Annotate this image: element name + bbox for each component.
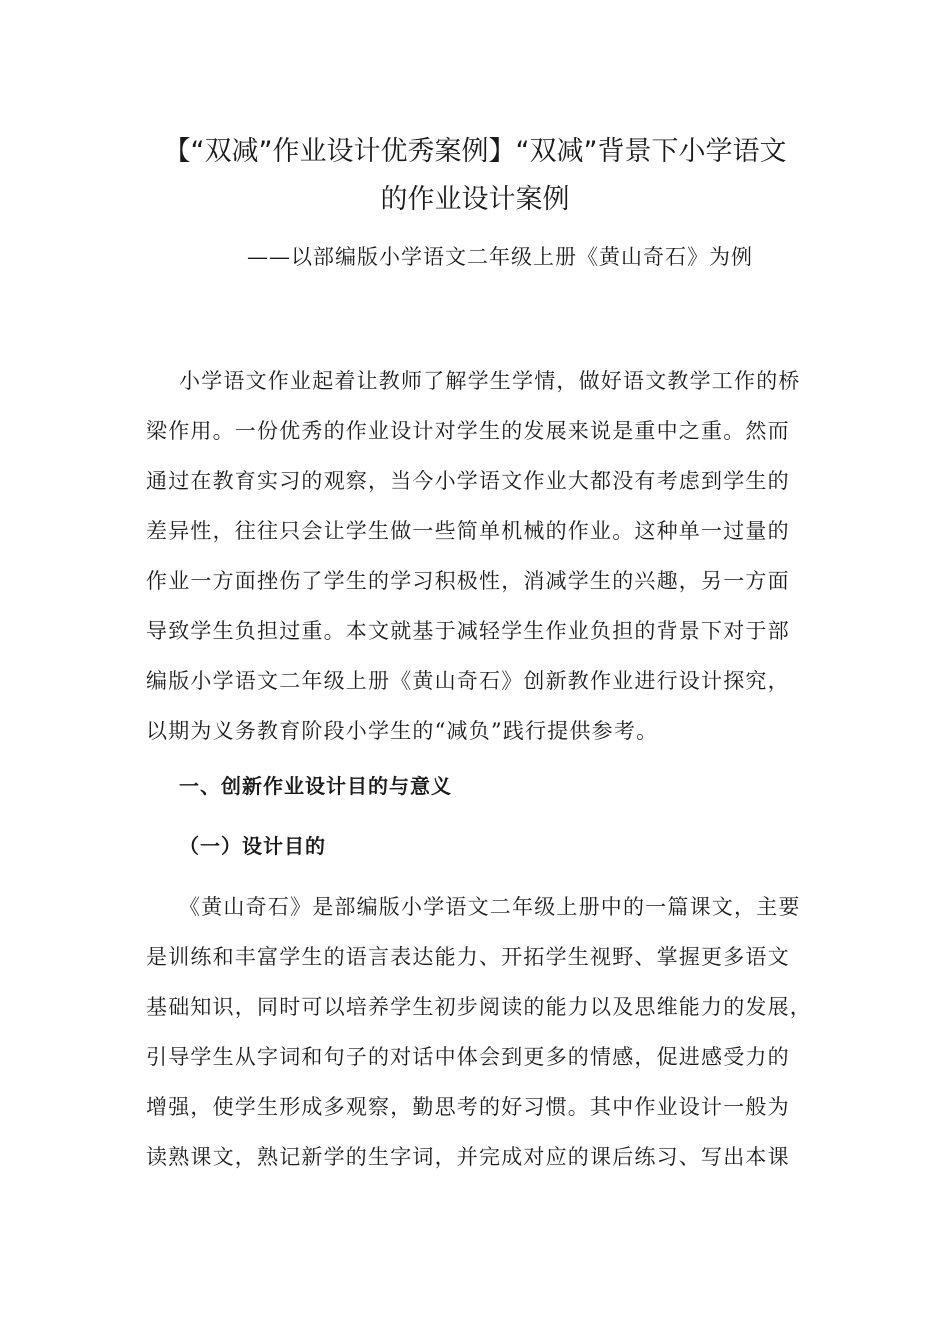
design-purpose-paragraph bbox=[146, 882, 826, 1182]
document-subtitle: ——以部编版小学语文二年级上册《黄山奇石》为例 bbox=[247, 245, 753, 269]
text-line: 以期为义务教育阶段小学生的“减负”践行提供参考。 bbox=[146, 719, 659, 743]
intro-paragraph bbox=[146, 356, 826, 756]
text-line: 小学语文作业起着让教师了解学生学情，做好语文教学工作的桥 bbox=[179, 369, 801, 393]
text-line: 作业一方面挫伤了学生的学习积极性，消减学生的兴趣，另一方面 bbox=[146, 569, 790, 593]
text-line: 是训练和丰富学生的语言表达能力、开拓学生视野、掌握更多语文 bbox=[146, 945, 790, 969]
document-title-line-1: 【“双减”作业设计优秀案例】“双减”背景下小学语文 bbox=[163, 136, 787, 167]
subsection-heading: （一）设计目的 bbox=[179, 834, 326, 858]
document-title-line-2: 的作业设计案例 bbox=[380, 184, 570, 215]
text-line: 通过在教育实习的观察，当今小学语文作业大都没有考虑到学生的 bbox=[146, 469, 790, 493]
text-line: 梁作用。一份优秀的作业设计对学生的发展来说是重中之重。然而 bbox=[146, 419, 790, 443]
section-heading: 一、创新作业设计目的与意义 bbox=[179, 774, 452, 798]
text-line: 编版小学语文二年级上册《黄山奇石》创新教作业进行设计探究， bbox=[146, 669, 790, 693]
text-line: 增强，使学生形成多观察，勤思考的好习惯。其中作业设计一般为 bbox=[146, 1095, 790, 1119]
text-line: 差异性，往往只会让学生做一些简单机械的作业。这种单一过量的 bbox=[146, 519, 790, 543]
text-line: 导致学生负担过重。本文就基于减轻学生作业负担的背景下对于部 bbox=[146, 619, 790, 643]
text-line: 基础知识，同时可以培养学生初步阅读的能力以及思维能力的发展， bbox=[146, 995, 812, 1019]
text-line: 引导学生从字词和句子的对话中体会到更多的情感，促进感受力的 bbox=[146, 1045, 790, 1069]
text-line: 《黄山奇石》是部编版小学语文二年级上册中的一篇课文，主要 bbox=[179, 895, 801, 919]
text-line: 读熟课文，熟记新学的生字词，并完成对应的课后练习、写出本课 bbox=[146, 1145, 790, 1169]
